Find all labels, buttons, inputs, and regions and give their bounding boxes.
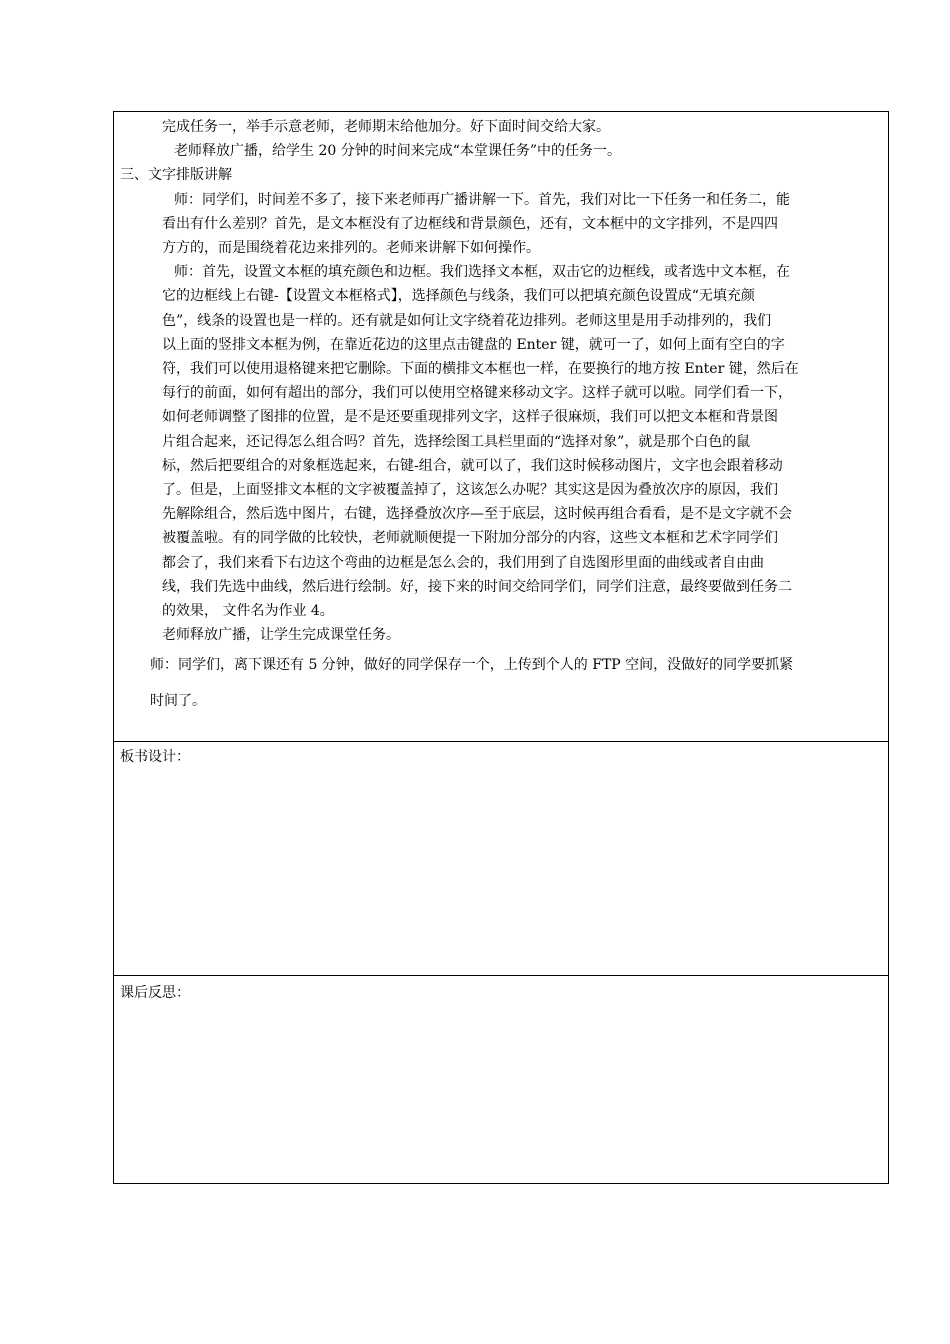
text-line: 符，我们可以使用退格键来把它删除。下面的横排文本框也一样，在要换行的地方按 Enter 键，然后在 [162, 361, 799, 378]
text-line: 了。但是，上面竖排文本框的文字被覆盖掉了，这该怎么办呢？其实这是因为叠放次序的原因，我们 [162, 482, 778, 499]
text-line: 先解除组合，然后选中图片，右键，选择叠放次序—至于底层，这时候再组合看看，是不是文字就不会 [162, 506, 792, 523]
text-line: 的效果， 文件名为作业 4。 [162, 603, 334, 620]
reflection-cell [114, 975, 888, 1183]
text-line: 看出有什么差别？首先，是文本框没有了边框线和背景颜色，还有，文本框中的文字排列，不是四四 [162, 215, 778, 232]
board-design-cell [114, 741, 888, 975]
text-line: 以上面的竖排文本框为例，在靠近花边的这里点击键盘的 Enter 键，就可一了，如何上面有空白的字 [162, 336, 785, 353]
reflection-label: 课后反思： [120, 985, 190, 1001]
text-line: 线，我们先选中曲线，然后进行绘制。好，接下来的时间交给同学们，同学们注意，最终要做到任务二 [162, 578, 792, 595]
text-line: 每行的前面，如何有超出的部分，我们可以使用空格键来移动文字。这样子就可以啦。同学们看一下， [162, 385, 792, 402]
text-line: 老师释放广播，给学生 20 分钟的时间来完成“本堂课任务”中的任务一。 [174, 143, 622, 160]
text-line: 如何老师调整了图排的位置，是不是还要重现排列文字，这样子很麻烦，我们可以把文本框和背景图 [162, 409, 778, 426]
text-line: 时间了。 [150, 693, 206, 710]
text-line: 老师释放广播，让学生完成课堂任务。 [162, 627, 400, 644]
text-line: 师：同学们，离下课还有 5 分钟，做好的同学保存一个，上传到个人的 FTP 空间，没做好的同学要抓紧 [150, 657, 794, 674]
text-line: 师：首先，设置文本框的填充颜色和边框。我们选择文本框，双击它的边框线，或者选中文本框，在 [174, 264, 790, 281]
text-line: 片组合起来，还记得怎么组合吗？首先，选择绘图工具栏里面的“选择对象”，就是那个白色的鼠 [162, 433, 751, 450]
section-heading: 三、文字排版讲解 [120, 167, 232, 184]
text-line: 都会了，我们来看下右边这个弯曲的边框是怎么会的，我们用到了自选图形里面的曲线或者自由曲 [162, 554, 764, 571]
teaching-process-cell [114, 112, 888, 741]
text-line: 色”，线条的设置也是一样的。还有就是如何让文字绕着花边排列。老师这里是用手动排列的，我们 [162, 312, 772, 329]
board-design-label: 板书设计： [120, 749, 190, 765]
text-line: 方方的，而是围绕着花边来排列的。老师来讲解下如何操作。 [162, 240, 540, 257]
lesson-plan-table [113, 111, 889, 1184]
text-line: 它的边框线上右键-【设置文本框格式】，选择颜色与线条，我们可以把填充颜色设置成“无填充颜 [162, 288, 755, 305]
text-line: 标，然后把要组合的对象框选起来，右键-组合，就可以了，我们这时候移动图片，文字也会跟着移动 [162, 457, 783, 474]
text-line: 师：同学们，时间差不多了，接下来老师再广播讲解一下。首先，我们对比一下任务一和任务二，能 [174, 191, 790, 208]
text-line: 被覆盖啦。有的同学做的比较快，老师就顺便提一下附加分部分的内容，这些文本框和艺术字同学们 [162, 530, 778, 547]
text-line: 完成任务一，举手示意老师，老师期末给他加分。好下面时间交给大家。 [162, 119, 610, 135]
